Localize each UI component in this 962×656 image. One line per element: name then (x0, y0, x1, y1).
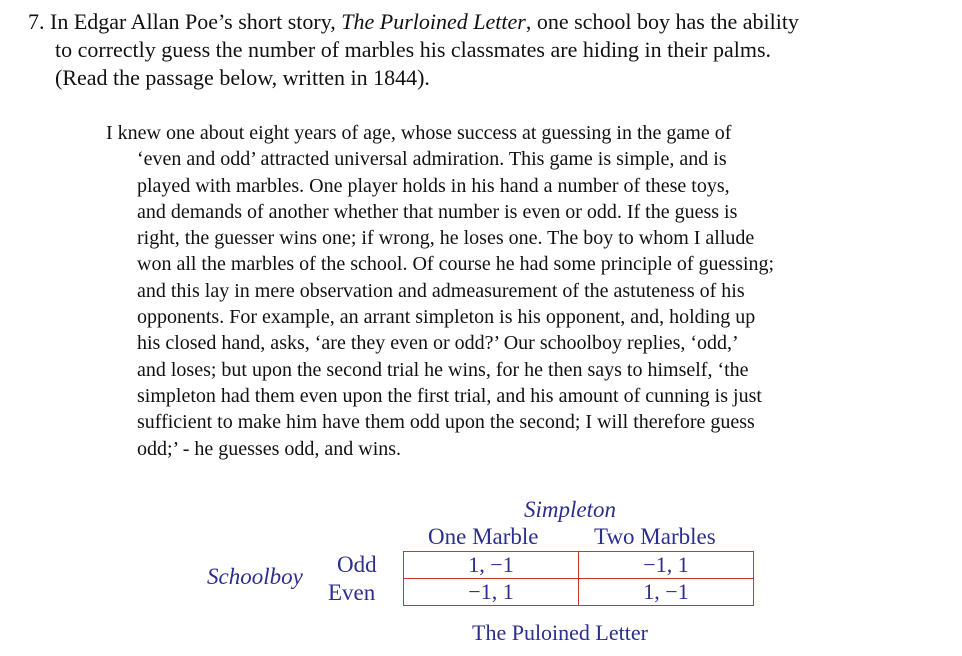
row-label-odd: Odd (337, 552, 377, 577)
passage-line: and loses; but upon the second trial he wins, for he then says to himself, ‘the (137, 358, 749, 381)
matrix-caption: The Puloined Letter (472, 620, 648, 645)
passage-line: his closed hand, asks, ‘are they even or odd?’ Our schoolboy replies, ‘odd,’ (137, 332, 739, 355)
question-line-1 (28, 8, 928, 36)
payoff-row-odd (404, 552, 754, 579)
question-number: 7. (28, 9, 45, 34)
passage-quote (106, 120, 866, 462)
story-title: The Purloined Letter (341, 9, 526, 34)
question-line-3: (Read the passage below, written in 1844). (55, 65, 430, 90)
payoff-cell: −1, 1 (404, 579, 579, 606)
passage-line: I knew one about eight years of age, whose success at guessing in the game of (106, 122, 732, 144)
passage-line: simpleton had them even upon the first trial, and his amount of cunning is just (137, 384, 762, 407)
passage-line: ‘even and odd’ attracted universal admiration. This game is simple, and is (137, 148, 727, 171)
payoff-row-even (404, 579, 754, 606)
passage-line: odd;’ - he guesses odd, and wins. (137, 437, 402, 460)
question-line-1-end: , one school boy has the ability (525, 9, 799, 34)
row-label-even: Even (328, 580, 376, 605)
column-player-label: Simpleton (524, 497, 616, 522)
payoff-cell: 1, −1 (404, 552, 579, 579)
passage-line: and this lay in mere observation and admeasurement of the astuteness of his (137, 279, 745, 302)
passage-line: right, the guesser wins one; if wrong, he loses one. The boy to whom I allude (137, 227, 755, 250)
passage-line: played with marbles. One player holds in his hand a number of these toys, (137, 174, 730, 197)
question-line-2: to correctly guess the number of marbles his classmates are hiding in their palms. (55, 37, 772, 62)
column-header-one-marble: One Marble (428, 524, 539, 549)
payoff-matrix (403, 551, 754, 606)
payoff-cell: −1, 1 (579, 552, 754, 579)
question-line-1-start: In Edgar Allan Poe’s short story, (50, 9, 342, 34)
payoff-cell: 1, −1 (579, 579, 754, 606)
passage-line: and demands of another whether that number is even or odd. If the guess is (137, 200, 738, 223)
passage-line: sufficient to make him have them odd upon the second; I will therefore guess (137, 411, 755, 434)
question-text (28, 8, 928, 92)
passage-line: won all the marbles of the school. Of course he had some principle of guessing; (137, 253, 775, 276)
row-player-label: Schoolboy (207, 564, 303, 589)
passage-line: opponents. For example, an arrant simpleton is his opponent, and, holding up (137, 306, 756, 329)
column-header-two-marbles: Two Marbles (594, 524, 716, 549)
